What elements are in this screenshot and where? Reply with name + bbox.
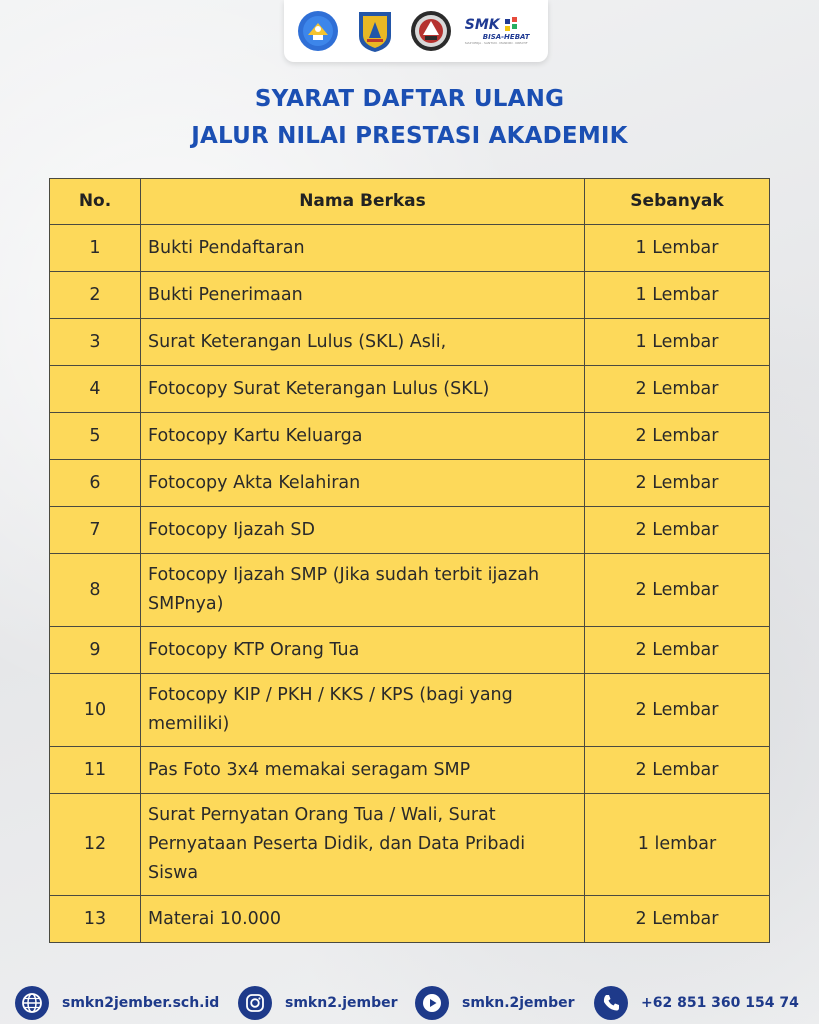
table-row — [50, 674, 770, 747]
row-name: Fotocopy Ijazah SMP (Jika sudah terbit ijazah SMPnya) — [141, 554, 585, 627]
row-qty: 1 lembar — [585, 794, 770, 896]
school-gear-logo — [408, 8, 454, 54]
phone-text: +62 851 360 154 74 — [641, 995, 799, 1011]
row-no: 11 — [50, 747, 141, 794]
row-name: Fotocopy Kartu Keluarga — [141, 413, 585, 460]
row-qty: 1 Lembar — [585, 319, 770, 366]
row-no: 4 — [50, 366, 141, 413]
play-icon — [415, 986, 449, 1020]
row-name: Fotocopy KIP / PKH / KKS / KPS (bagi yang memiliki) — [141, 674, 585, 747]
sparkle-icon — [503, 17, 521, 33]
table-row — [50, 554, 770, 627]
east-java-emblem-logo — [352, 8, 398, 54]
row-qty: 2 Lembar — [585, 747, 770, 794]
table-row — [50, 225, 770, 272]
table-row — [50, 896, 770, 943]
row-name: Materai 10.000 — [141, 896, 585, 943]
table-row — [50, 460, 770, 507]
smk-bisa-hebat-logo — [465, 8, 537, 54]
row-name: Bukti Pendaftaran — [141, 225, 585, 272]
row-name: Bukti Penerimaan — [141, 272, 585, 319]
row-no: 8 — [50, 554, 141, 627]
footer-instagram[interactable] — [238, 986, 398, 1020]
table-row — [50, 747, 770, 794]
row-qty: 2 Lembar — [585, 627, 770, 674]
tut-wuri-handayani-logo — [295, 8, 341, 54]
requirements-table — [49, 178, 770, 943]
row-name: Fotocopy KTP Orang Tua — [141, 627, 585, 674]
row-qty: 2 Lembar — [585, 554, 770, 627]
website-text: smkn2jember.sch.id — [62, 995, 220, 1011]
table-row — [50, 507, 770, 554]
footer-website[interactable] — [15, 986, 219, 1020]
row-no: 1 — [50, 225, 141, 272]
smk-word: SMK — [464, 17, 500, 33]
row-qty: 2 Lembar — [585, 460, 770, 507]
row-name: Fotocopy Surat Keterangan Lulus (SKL) — [141, 366, 585, 413]
row-qty: 2 Lembar — [585, 366, 770, 413]
row-no: 5 — [50, 413, 141, 460]
row-qty: 1 Lembar — [585, 225, 770, 272]
header-name: Nama Berkas — [141, 179, 585, 225]
row-no: 12 — [50, 794, 141, 896]
logo-bar — [284, 0, 548, 62]
row-qty: 2 Lembar — [585, 674, 770, 747]
row-qty: 2 Lembar — [585, 413, 770, 460]
header-qty: Sebanyak — [585, 179, 770, 225]
table-row — [50, 794, 770, 896]
instagram-icon — [238, 986, 272, 1020]
globe-icon — [15, 986, 49, 1020]
video-text: smkn.2jember — [462, 995, 575, 1011]
instagram-text: smkn2.jember — [285, 995, 398, 1011]
table-row — [50, 413, 770, 460]
row-name: Pas Foto 3x4 memakai seragam SMP — [141, 747, 585, 794]
row-name: Fotocopy Akta Kelahiran — [141, 460, 585, 507]
row-qty: 2 Lembar — [585, 507, 770, 554]
row-no: 10 — [50, 674, 141, 747]
row-no: 9 — [50, 627, 141, 674]
row-name: Surat Keterangan Lulus (SKL) Asli, — [141, 319, 585, 366]
smk-sub: BISA-HEBAT — [482, 33, 530, 41]
row-no: 2 — [50, 272, 141, 319]
table-row — [50, 627, 770, 674]
page-title: SYARAT DAFTAR ULANG — [254, 86, 565, 112]
row-qty: 1 Lembar — [585, 272, 770, 319]
phone-icon — [594, 986, 628, 1020]
table-header-row — [50, 179, 770, 225]
row-no: 7 — [50, 507, 141, 554]
row-no: 3 — [50, 319, 141, 366]
row-name: Surat Pernyatan Orang Tua / Wali, Surat Pernyataan Peserta Didik, dan Data Pribadi Siswa — [141, 794, 585, 896]
row-no: 6 — [50, 460, 141, 507]
header-no: No. — [50, 179, 141, 225]
row-qty: 2 Lembar — [585, 896, 770, 943]
table-row — [50, 272, 770, 319]
table-row — [50, 366, 770, 413]
page-subtitle: JALUR NILAI PRESTASI AKADEMIK — [191, 123, 628, 149]
table-row — [50, 319, 770, 366]
footer-video[interactable] — [415, 986, 575, 1020]
row-name: Fotocopy Ijazah SD — [141, 507, 585, 554]
footer-phone[interactable] — [594, 986, 799, 1020]
contact-footer — [0, 976, 819, 1024]
row-no: 13 — [50, 896, 141, 943]
smk-tagline: SIAP KERJA · SANTUN · MANDIRI · KREATIF — [464, 41, 528, 45]
